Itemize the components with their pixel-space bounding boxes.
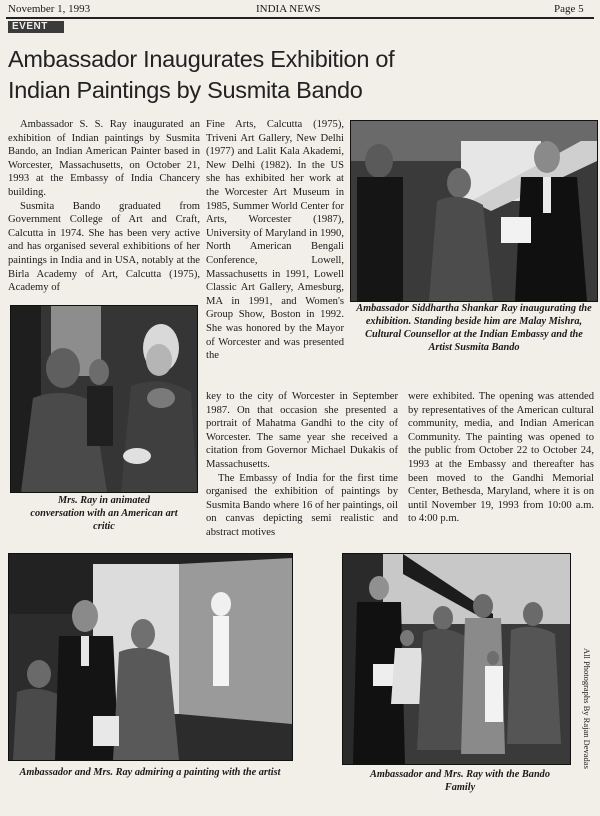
photo-image (343, 554, 570, 764)
article-column-2-lower (206, 390, 398, 540)
section-tag: EVENT (8, 21, 64, 33)
article-column-2 (206, 118, 344, 363)
issue-date: November 1, 1993 (8, 3, 91, 15)
article-paragraph: The Embassy of India for the first time organised the exhibition of paintings by Susmita Bando where 16 of her paintings, oil on canvas depicting semi realistic and abstract motives (206, 472, 398, 538)
photo-bando-family (342, 553, 571, 765)
article-paragraph: were exhibited. The opening was attended by representatives of the American cultural community, media, and Indian American Community. The painting was opened to the public from October 22 to October 24, 1993 at the Embassy and thereafter has been moved to the Gandhi Memorial Center, Bethesda, Maryland, where it is on until November 19, 1993 from 10:00 a.m. to 4:00 p.m. (408, 391, 594, 525)
header-rule (6, 17, 594, 19)
article-paragraph: Susmita Bando graduated from Government College of Art and Craft, Calcutta in 1974. She has been very active and has organised several exhibitions of her paintings in India and in USA, notably at the Birla Academy of Art, Calcutta (1975), Academy of (8, 200, 200, 294)
caption-bottom-right: Ambassador and Mrs. Ray with the Bando Family (370, 769, 550, 793)
photo-ambassador-inaugurating (350, 120, 598, 302)
article-column-1 (8, 118, 200, 295)
article-column-3 (408, 390, 594, 526)
headline (8, 44, 593, 106)
caption-mid-left: Mrs. Ray in animated conversation with an American art critic (30, 495, 178, 532)
photo-mrs-ray-conversation (10, 305, 198, 493)
photo-image (11, 306, 197, 492)
publication-name: INDIA NEWS (256, 3, 321, 15)
photo-credit: All Photographs By Rajan Devadas (582, 648, 592, 769)
headline-line-2: Indian Paintings by Susmita Bando (8, 77, 363, 103)
article-paragraph: key to the city of Worcester in September 1987. On that occasion she presented a portrait of Mahatma Gandhi to the city of Worcester. The same year she received a citation from Governor Michael Dukakis of Massachusetts. (206, 391, 398, 470)
page-number: Page 5 (554, 3, 584, 15)
photo-admiring-painting (8, 553, 293, 761)
article-paragraph: Fine Arts, Calcutta (1975), Triveni Art Gallery, New Delhi (1977) and Lalit Kala Akademi, New Delhi (1982). In the US she has exhibited her work at the Worcester Art Museum in 1985, Summer World Center for Arts, Worcester (1987), University of Maryland in 1990, North American Bengali Conference, Lowell, Massachusetts in 1991, Lowell Classic Art Gallery, Amesburg, MA in 1991, and Women's Group Show, Boston in 1992. She was honored by the Mayor of Worcester and was presented the (206, 119, 344, 362)
caption-bottom-left: Ambassador and Mrs. Ray admiring a painting with the artist (19, 767, 281, 778)
photo-image (351, 121, 597, 301)
photo-image (9, 554, 292, 760)
caption-top-right: Ambassador Siddhartha Shankar Ray inaugurating the exhibition. Standing beside him are Malay Mishra, Cultural Counsellor at the Indian Embassy and the Artist Susmita Bando (356, 303, 592, 353)
article-paragraph: Ambassador S. S. Ray inaugurated an exhibition of Indian paintings by Susmita Bando, an Indian American Painter based in Worcester, Massachusetts, on October 21, 1993 at the Embassy of India Chancery building. (8, 119, 200, 198)
headline-line-1: Ambassador Inaugurates Exhibition of (8, 46, 395, 72)
